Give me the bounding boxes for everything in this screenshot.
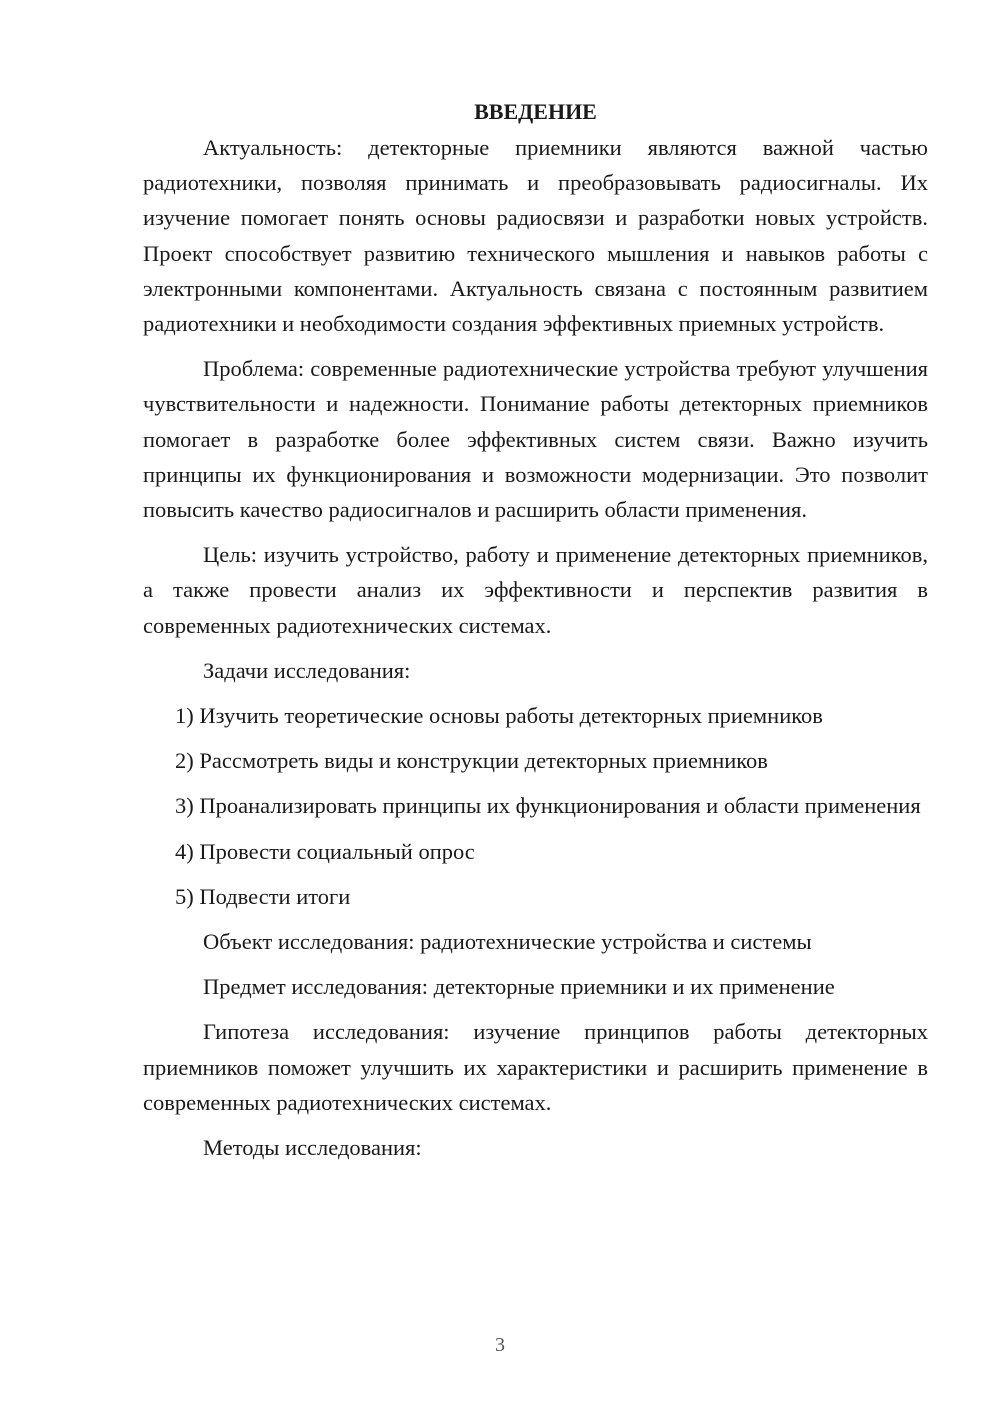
list-item: 5) Подвести итоги (175, 883, 351, 909)
tasks-heading: Задачи исследования: (203, 657, 411, 683)
paragraph-subject: Предмет исследования: детекторные приемники и их применение (203, 974, 835, 1000)
list-item: 4) Провести социальный опрос (175, 838, 475, 864)
document-page (143, 94, 928, 1165)
paragraph-problem: Проблема: современные радиотехнические устройства требуют улучшения чувствительности и надежности. Понимание работы детекторных приемников помогает в разработке более эффективных систем связи. Важно изучить принципы их функционирования и возможности модернизации. Это позволит повысить качество радиосигналов и расширить области применения. (143, 356, 928, 523)
paragraph-goal: Цель: изучить устройство, работу и применение детекторных приемников, а также провести анализ их эффективности и перспектив развития в современных радиотехнических системах. (143, 542, 928, 638)
paragraph-relevance: Актуальность: детекторные приемники являются важной частью радиотехники, позволяя принимать и преобразовывать радиосигналы. Их изучение помогает понять основы радиосвязи и разработки новых устройств. Проект способствует развитию технического мышления и навыков работы с электронными компонентами. Актуальность связана с постоянным развитием радиотехники и необходимости создания эффективных приемных устройств. (143, 135, 928, 337)
list-item: 3) Проанализировать принципы их функционирования и области применения (175, 793, 921, 819)
list-item: 2) Рассмотреть виды и конструкции детекторных приемников (175, 748, 768, 774)
list-item: 1) Изучить теоретические основы работы детекторных приемников (175, 703, 823, 729)
paragraph-object: Объект исследования: радиотехнические устройства и системы (203, 929, 812, 955)
page-number: 3 (495, 1334, 505, 1356)
paragraph-hypothesis: Гипотеза исследования: изучение принципов работы детекторных приемников поможет улучшить их характеристики и расширить применение в современных радиотехнических системах. (143, 1019, 928, 1115)
methods-heading: Методы исследования: (203, 1135, 422, 1161)
tasks-list (143, 698, 928, 914)
page-title: ВВЕДЕНИЕ (474, 99, 597, 124)
